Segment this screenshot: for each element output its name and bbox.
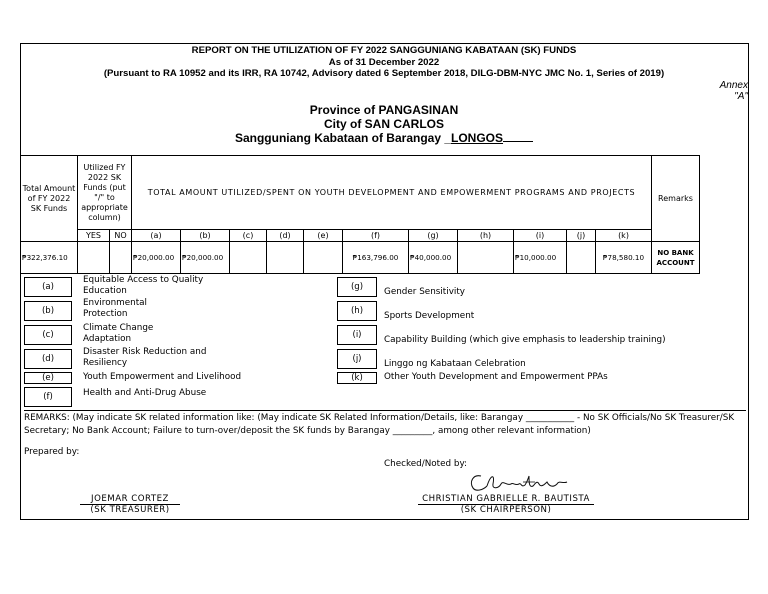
legend-code: (a) — [24, 277, 72, 297]
value-cell: ₱10,000.00 — [514, 242, 567, 274]
legend-code: (f) — [24, 387, 72, 407]
no-cell — [110, 242, 132, 274]
report-date: As of 31 December 2022 — [328, 57, 440, 68]
checked-by-label: Checked/Noted by: — [384, 459, 468, 469]
col-header: (f) — [343, 230, 409, 242]
value-cell — [304, 242, 343, 274]
annex-label: Annex "A" — [719, 80, 748, 102]
legend-text: Equitable Access to Quality Education — [83, 275, 204, 296]
utilized-header: Utilized FY 2022 SK Funds (put "/" to appropriate column) — [78, 156, 132, 230]
yes-cell — [78, 242, 110, 274]
chair-signature-block — [418, 494, 594, 515]
remarks-cell: NO BANK ACCOUNT — [652, 242, 700, 274]
legend-text: Disaster Risk Reduction and Resiliency — [83, 347, 207, 368]
chair-title: (SK CHAIRPERSON) — [460, 505, 552, 515]
col-header: (a) — [132, 230, 181, 242]
chair-name: CHRISTIAN GABRIELLE R. BAUTISTA — [418, 494, 594, 505]
table-subheader-row — [21, 230, 700, 242]
city-line: City of SAN CARLOS — [324, 117, 444, 131]
value-cell — [458, 242, 514, 274]
value-cell: ₱78,580.10 — [596, 242, 652, 274]
province-line: Province of PANGASINAN — [309, 103, 459, 117]
legend-text: Other Youth Development and Empowerment PPAs — [384, 372, 608, 382]
legend-text: Capability Building (which give emphasis to leadership training) — [384, 335, 666, 345]
legend-code: (c) — [24, 325, 72, 345]
value-cell: ₱20,000.00 — [181, 242, 230, 274]
value-cell — [230, 242, 267, 274]
signature-image — [463, 470, 603, 494]
legend-code: (j) — [337, 349, 377, 369]
legend-text: Linggo ng Kabataan Celebration — [384, 359, 526, 369]
col-header: (j) — [567, 230, 596, 242]
col-header: (d) — [267, 230, 304, 242]
treasurer-signature-block — [80, 494, 180, 515]
barangay-line: Sangguniang Kabataan of Barangay _LONGOS — [0, 131, 768, 145]
table-header-row — [21, 156, 700, 230]
value-cell: ₱163,796.00 — [343, 242, 409, 274]
legend-text: Climate Change Adaptation — [83, 323, 154, 344]
col-header: (i) — [514, 230, 567, 242]
legend-code: (b) — [24, 301, 72, 321]
col-header: (b) — [181, 230, 230, 242]
utilization-table — [20, 155, 700, 274]
col-header: (e) — [304, 230, 343, 242]
remarks-note: REMARKS: (May indicate SK related information like: (May indicate SK Related Information/Details, like: Barangay ___________ - No SK Officials/No SK Treasurer/SK Secretary; No Bank Account; Failure to turn-over/deposit the SK funds by Barangay _________, among other relevant information) — [24, 410, 746, 437]
value-cell — [267, 242, 304, 274]
col-header: (g) — [409, 230, 458, 242]
col-header: (c) — [230, 230, 267, 242]
legend-text: Sports Development — [384, 311, 475, 321]
total-amount-header: Total Amount of FY 2022 SK Funds — [21, 156, 78, 242]
legend-code: (g) — [337, 277, 377, 297]
remarks-header: Remarks — [652, 156, 700, 242]
report-legal-basis: (Pursuant to RA 10952 and its IRR, RA 10742, Advisory dated 6 September 2018, DILG-DBM-NYC JMC No. 1, Series of 2019) — [103, 68, 665, 79]
col-header: (h) — [458, 230, 514, 242]
barangay-name: LONGOS — [451, 131, 504, 145]
total-amount-cell: ₱322,376.10 — [21, 242, 78, 274]
value-cell: ₱40,000.00 — [409, 242, 458, 274]
value-cell: ₱20,000.00 — [132, 242, 181, 274]
treasurer-name: JOEMAR CORTEZ — [80, 494, 180, 505]
legend-code: (i) — [337, 325, 377, 345]
col-header: (k) — [596, 230, 652, 242]
legend-code: (e) — [24, 372, 72, 384]
treasurer-title: (SK TREASURER) — [90, 505, 170, 515]
table-row — [21, 242, 700, 274]
legend-text: Health and Anti-Drug Abuse — [83, 388, 207, 398]
legend-text: Gender Sensitivity — [384, 287, 466, 297]
yes-header: YES — [78, 230, 110, 242]
prepared-by-label: Prepared by: — [24, 447, 80, 457]
legend-text: Environmental Protection — [83, 298, 148, 319]
value-cell — [567, 242, 596, 274]
legend-code: (d) — [24, 349, 72, 369]
legend-code: (h) — [337, 301, 377, 321]
no-header: NO — [110, 230, 132, 242]
report-title: REPORT ON THE UTILIZATION OF FY 2022 SANGGUNIANG KABATAAN (SK) FUNDS — [191, 45, 577, 56]
legend-text: Youth Empowerment and Livelihood — [83, 372, 242, 382]
legend-code: (k) — [337, 372, 377, 384]
programs-header: TOTAL AMOUNT UTILIZED/SPENT ON YOUTH DEVELOPMENT AND EMPOWERMENT PROGRAMS AND PROJECTS — [132, 156, 652, 230]
